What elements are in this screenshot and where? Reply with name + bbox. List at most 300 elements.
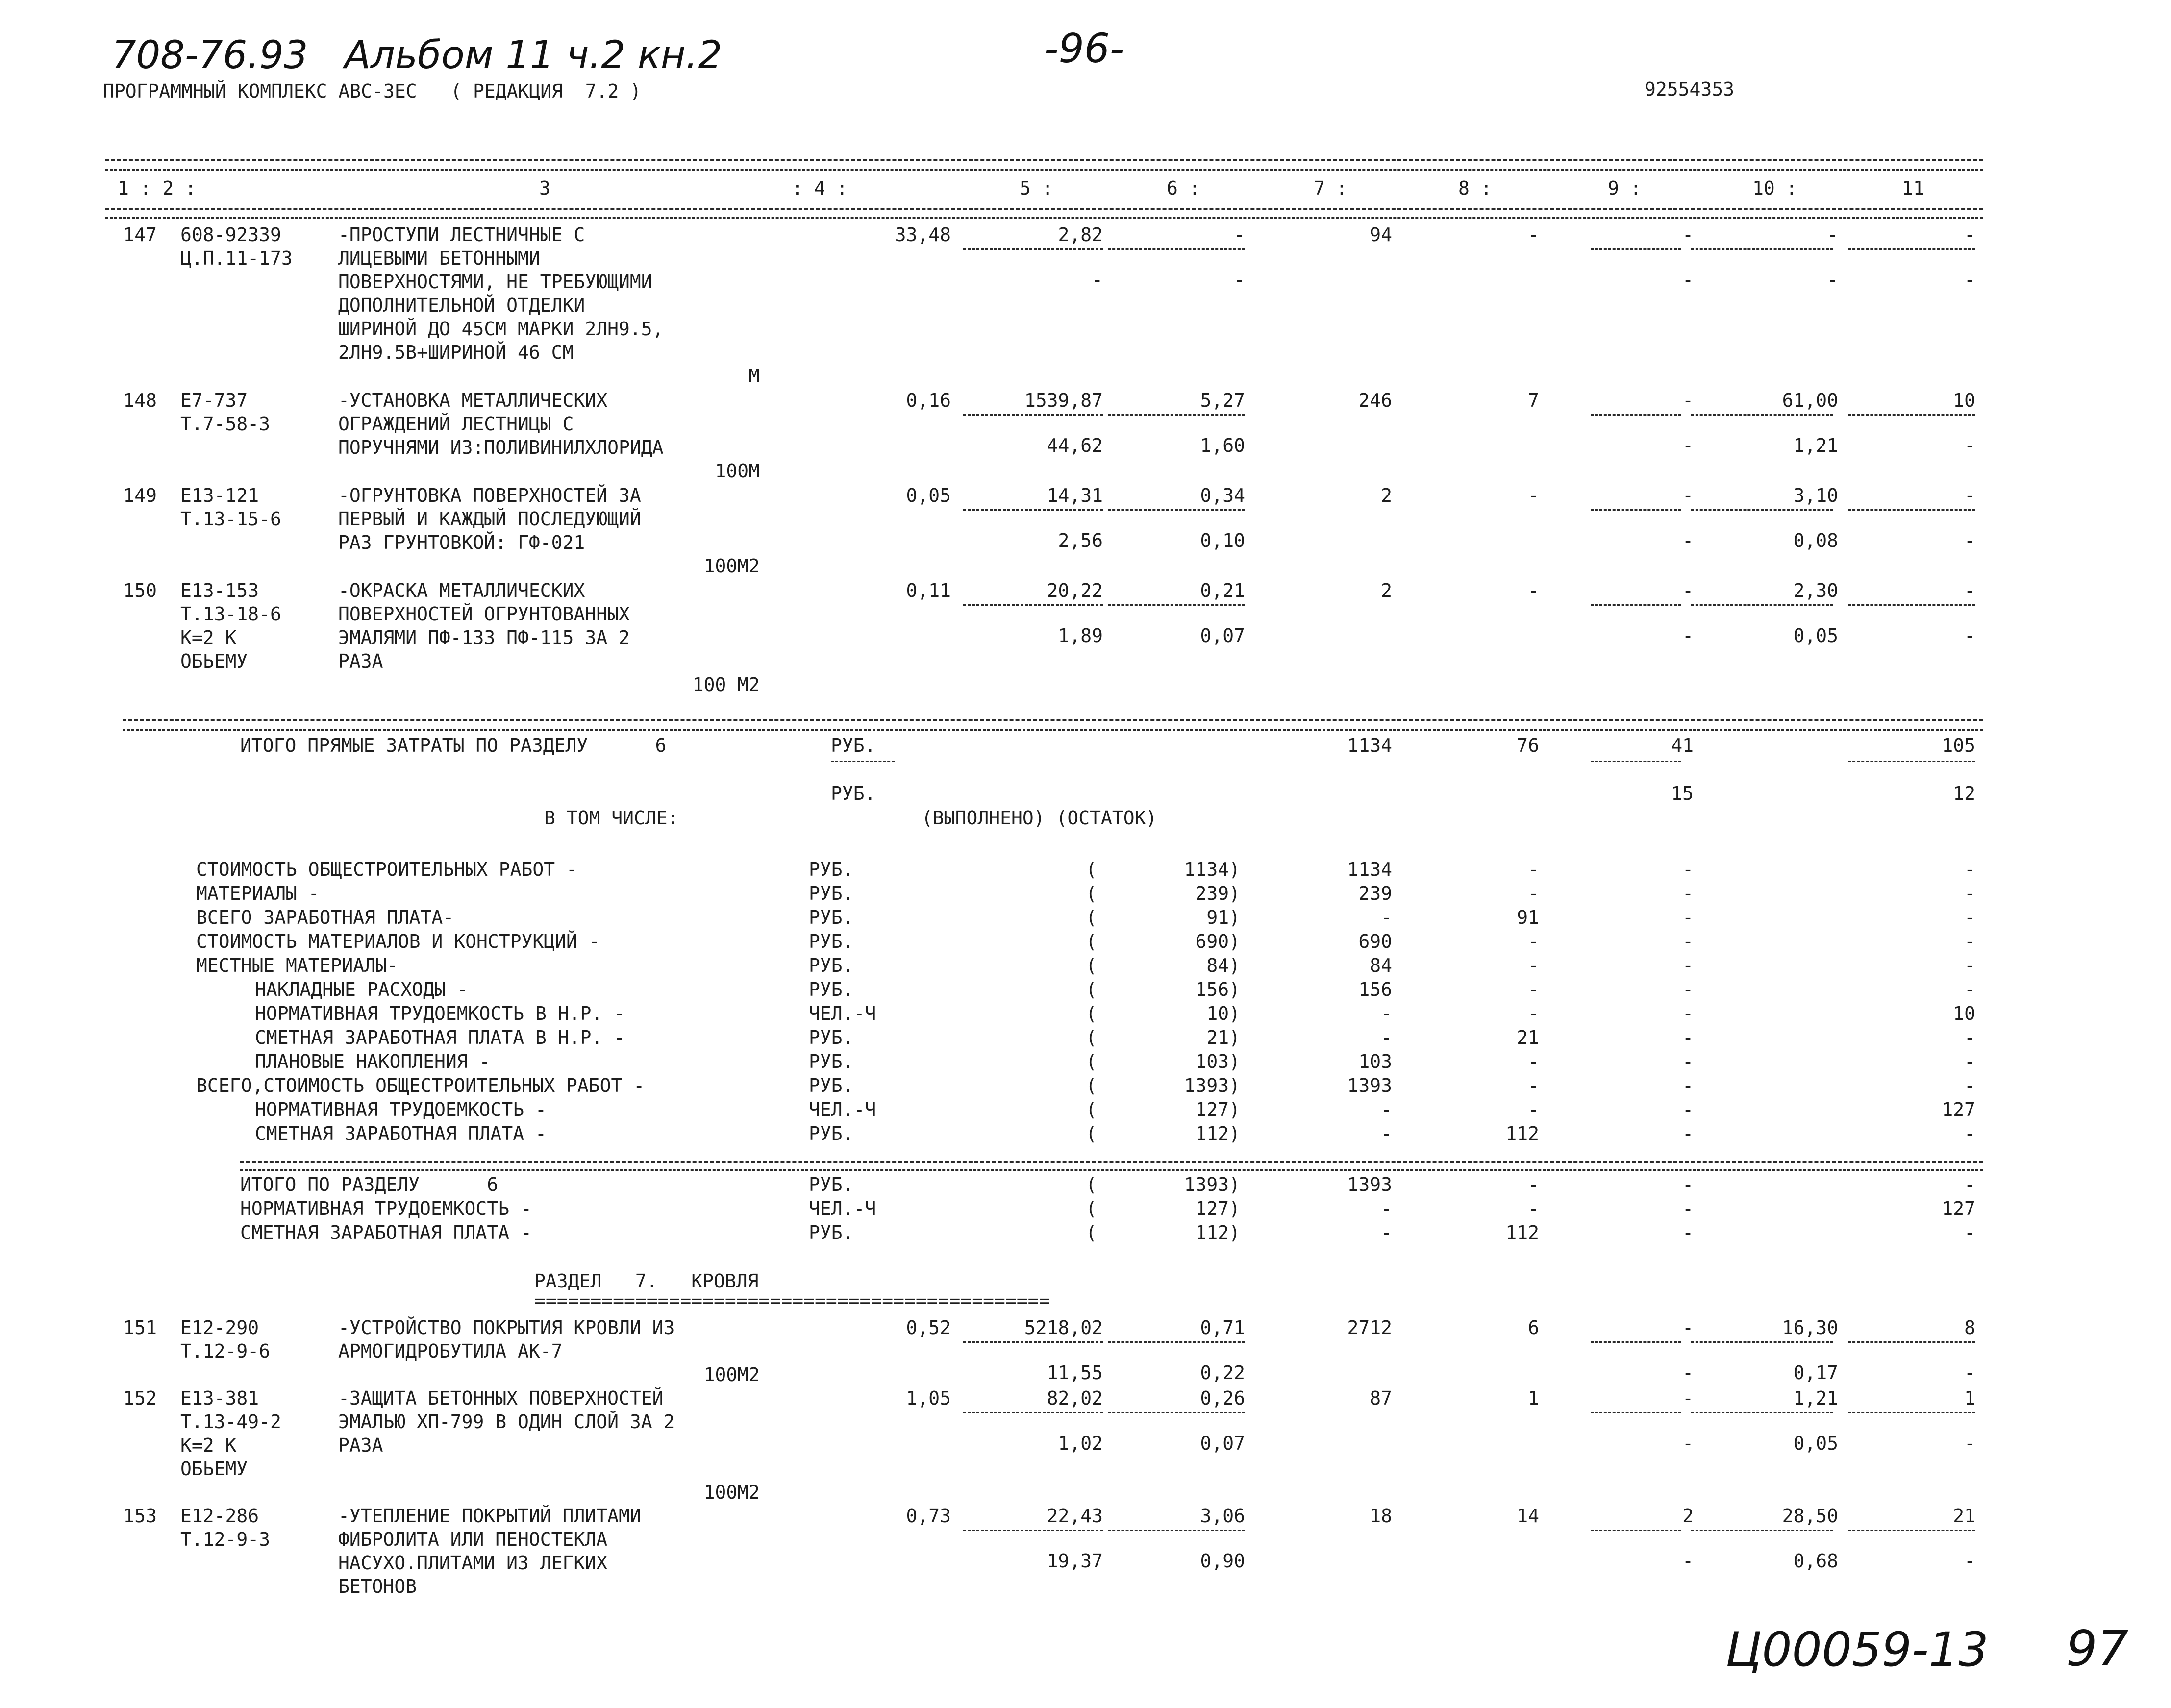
item-unit-labor: - <box>1234 224 1245 246</box>
breakdown-paren: ( <box>1086 1003 1097 1024</box>
breakdown-paren: ( <box>1086 931 1097 952</box>
item-description-line: ФИБРОЛИТА ИЛИ ПЕНОСТЕКЛА <box>338 1529 608 1550</box>
item-total-hours-sub: - <box>1964 269 1975 291</box>
cell-divider-c11 <box>1848 604 1975 606</box>
totals-machines: 41 <box>1671 735 1694 756</box>
breakdown-total-cost: - <box>1381 1027 1392 1048</box>
handwritten-page-number: -96- <box>1044 25 1124 72</box>
cell-divider-c6 <box>1108 604 1245 606</box>
item-unit-labor-sub: - <box>1234 269 1245 291</box>
item-total-labor: - <box>1528 224 1539 246</box>
breakdown-total-hours: - <box>1964 955 1975 976</box>
section-total-label: СМЕТНАЯ ЗАРАБОТНАЯ ПЛАТА - <box>240 1222 532 1243</box>
item-norm-hours-sub: 0,68 <box>1793 1550 1838 1572</box>
breakdown-paren: ( <box>1086 1075 1097 1096</box>
section-total-hours: - <box>1964 1222 1975 1243</box>
item-description-line: -ОГРУНТОВКА ПОВЕРХНОСТЕЙ ЗА <box>338 485 641 506</box>
breakdown-label: НАКЛАДНЫЕ РАСХОДЫ - <box>255 979 468 1000</box>
breakdown-remainder: 103) <box>1195 1051 1240 1072</box>
column-header-7: 7 : <box>1314 177 1348 199</box>
breakdown-remainder: 1393) <box>1184 1075 1240 1096</box>
item-total-cost: 246 <box>1358 390 1392 411</box>
breakdown-remainder: 10) <box>1206 1003 1240 1024</box>
item-code-line: Е13-381 <box>180 1387 259 1409</box>
item-total-cost: 2 <box>1381 485 1392 506</box>
breakdown-unit: РУБ. <box>809 859 854 880</box>
item-quantity: 33,48 <box>895 224 951 246</box>
breakdown-remainder: 91) <box>1206 907 1240 928</box>
breakdown-total-cost: 103 <box>1358 1051 1392 1072</box>
item-machines: - <box>1682 224 1694 246</box>
item-total-labor: 6 <box>1528 1317 1539 1338</box>
item-unit-cost-sub: 1,02 <box>1058 1433 1103 1454</box>
item-machines: - <box>1682 390 1694 411</box>
breakdown-total-hours: - <box>1964 979 1975 1000</box>
breakdown-total-labor: - <box>1528 979 1539 1000</box>
item-measure-unit: 100М2 <box>703 1482 760 1503</box>
totals-including-label: В ТОМ ЧИСЛЕ: <box>544 807 679 829</box>
breakdown-machines: - <box>1682 1075 1694 1096</box>
breakdown-total-labor: - <box>1528 1003 1539 1024</box>
item-machines: - <box>1682 485 1694 506</box>
breakdown-machines: - <box>1682 1123 1694 1144</box>
section-total-rule-1 <box>123 719 1983 721</box>
item-unit-labor-sub: 0,07 <box>1200 1433 1245 1454</box>
item-code-line: 608-92339 <box>180 224 281 246</box>
item-unit-cost-sub: 2,56 <box>1058 530 1103 551</box>
item-code-line: К=2 К <box>180 1435 237 1456</box>
breakdown-remainder: 690) <box>1195 931 1240 952</box>
item-unit-labor-sub: 0,10 <box>1200 530 1245 551</box>
breakdown-total-cost: 156 <box>1358 979 1392 1000</box>
item-machines-sub: - <box>1682 1550 1694 1572</box>
breakdown-unit: РУБ. <box>809 1075 854 1096</box>
breakdown-machines: - <box>1682 1003 1694 1024</box>
cell-divider-c9 <box>1591 1530 1681 1531</box>
section-total-hours: - <box>1964 1174 1975 1195</box>
item-description-line: ОГРАЖДЕНИЙ ЛЕСТНИЦЫ С <box>338 413 574 435</box>
cell-divider-c9 <box>1591 604 1681 606</box>
section-total-paren: ( <box>1086 1174 1097 1195</box>
header-rule-top-2 <box>105 169 1983 171</box>
item-code-line: Ц.П.11-173 <box>180 248 293 269</box>
breakdown-paren: ( <box>1086 1051 1097 1072</box>
item-code-line: К=2 К <box>180 627 237 648</box>
column-header-5: 5 : <box>1020 177 1053 199</box>
breakdown-unit: РУБ. <box>809 1027 854 1048</box>
breakdown-machines: - <box>1682 1027 1694 1048</box>
cell-divider-c10 <box>1691 604 1833 606</box>
totals-divider-11 <box>1848 761 1975 762</box>
section-total-labor: 112 <box>1505 1222 1539 1243</box>
item-total-hours-sub: - <box>1964 1362 1975 1384</box>
item-code-line: Е13-153 <box>180 580 259 601</box>
item-description-line: ЭМАЛЬЮ ХП-799 В ОДИН СЛОЙ ЗА 2 <box>338 1411 675 1433</box>
program-header: ПРОГРАММНЫЙ КОМПЛЕКС АВС-3ЕС ( РЕДАКЦИЯ 7.2 ) <box>103 80 642 102</box>
breakdown-remainder: 156) <box>1195 979 1240 1000</box>
item-total-hours: - <box>1964 224 1975 246</box>
item-description-line: РАЗА <box>338 1435 383 1456</box>
item-unit-cost: 14,31 <box>1047 485 1103 506</box>
section-total-label: ИТОГО ПО РАЗДЕЛУ 6 <box>240 1174 499 1195</box>
totals-machines-sub: 15 <box>1671 783 1694 804</box>
item-quantity: 0,05 <box>906 485 951 506</box>
section-total-machines: - <box>1682 1222 1694 1243</box>
header-rule-bottom-2 <box>105 217 1983 219</box>
cell-divider-c6 <box>1108 248 1245 250</box>
item-code-line: Е12-286 <box>180 1505 259 1527</box>
cell-divider-c10 <box>1691 414 1833 416</box>
section-total-cost: - <box>1381 1198 1392 1219</box>
item-measure-unit: М <box>749 365 760 387</box>
breakdown-remainder: 112) <box>1195 1123 1240 1144</box>
item-unit-labor-sub: 0,07 <box>1200 625 1245 646</box>
breakdown-remainder: 1134) <box>1184 859 1240 880</box>
cell-divider-c10 <box>1691 1530 1833 1531</box>
item-unit-cost: 20,22 <box>1047 580 1103 601</box>
cell-divider-c11 <box>1848 1530 1975 1531</box>
cell-divider-c10 <box>1691 248 1833 250</box>
totals-done-rest-header: (ВЫПОЛНЕНО) (ОСТАТОК) <box>922 807 1157 829</box>
breakdown-unit: ЧЕЛ.-Ч <box>809 1099 876 1120</box>
breakdown-total-labor: - <box>1528 1099 1539 1120</box>
breakdown-paren: ( <box>1086 859 1097 880</box>
item-machines-sub: - <box>1682 1362 1694 1384</box>
item-unit-cost: 1539,87 <box>1024 390 1103 411</box>
column-header-1-2: 1 : 2 : <box>118 177 197 199</box>
totals-total-labor: 76 <box>1517 735 1539 756</box>
item-unit-cost: 82,02 <box>1047 1387 1103 1409</box>
item-description-line: ПОВЕРХНОСТЯМИ, НЕ ТРЕБУЮЩИМИ <box>338 271 652 293</box>
item-total-hours: 1 <box>1964 1387 1975 1409</box>
breakdown-label: ВСЕГО,СТОИМОСТЬ ОБЩЕСТРОИТЕЛЬНЫХ РАБОТ - <box>196 1075 645 1096</box>
breakdown-label: НОРМАТИВНАЯ ТРУДОЕМКОСТЬ В Н.Р. - <box>255 1003 625 1024</box>
section-total-unit: РУБ. <box>809 1222 854 1243</box>
cell-divider-c9 <box>1591 1412 1681 1413</box>
cell-divider-c10 <box>1691 1412 1833 1413</box>
column-header-10: 10 : <box>1752 177 1797 199</box>
breakdown-total-cost: 239 <box>1358 883 1392 904</box>
item-total-labor: - <box>1528 485 1539 506</box>
document-number: 92554353 <box>1645 78 1735 100</box>
item-total-cost: 87 <box>1370 1387 1392 1409</box>
item-code-line: ОБЬЕМУ <box>180 650 248 672</box>
item-description-line: -ПРОСТУПИ ЛЕСТНИЧНЫЕ С <box>338 224 585 246</box>
section-totals-rule-2 <box>240 1169 1983 1171</box>
handwritten-document-code: Ц00059-13 <box>1725 1622 1989 1677</box>
breakdown-unit: РУБ. <box>809 907 854 928</box>
item-unit-cost: 2,82 <box>1058 224 1103 246</box>
item-total-cost: 2 <box>1381 580 1392 601</box>
item-norm-hours-sub: - <box>1827 269 1838 291</box>
section-total-paren: ( <box>1086 1198 1097 1219</box>
item-norm-hours: 1,21 <box>1793 1387 1838 1409</box>
section-total-machines: - <box>1682 1174 1694 1195</box>
item-description-line: НАСУХО.ПЛИТАМИ ИЗ ЛЕГКИХ <box>338 1552 608 1574</box>
item-quantity: 0,11 <box>906 580 951 601</box>
item-total-labor: 14 <box>1517 1505 1539 1527</box>
item-code-line: Т.7-58-3 <box>180 413 271 435</box>
cell-divider-c9 <box>1591 1341 1681 1343</box>
header-rule-bottom-1 <box>105 208 1983 210</box>
item-description-line: ШИРИНОЙ ДО 45СМ МАРКИ 2ЛН9.5, <box>338 318 664 340</box>
item-code-line: Е12-290 <box>180 1317 259 1338</box>
item-unit-labor-sub: 0,22 <box>1200 1362 1245 1384</box>
breakdown-paren: ( <box>1086 955 1097 976</box>
column-header-8: 8 : <box>1458 177 1492 199</box>
breakdown-remainder: 127) <box>1195 1099 1240 1120</box>
item-description-line: БЕТОНОВ <box>338 1576 417 1597</box>
section-total-remainder: 127) <box>1195 1198 1240 1219</box>
item-total-hours-sub: - <box>1964 1433 1975 1454</box>
breakdown-total-cost: 690 <box>1358 931 1392 952</box>
breakdown-total-hours: - <box>1964 1075 1975 1096</box>
item-unit-cost-sub: 11,55 <box>1047 1362 1103 1384</box>
item-number: 148 <box>123 390 157 411</box>
cell-divider-c5 <box>963 1341 1103 1343</box>
breakdown-total-labor: - <box>1528 1051 1539 1072</box>
item-machines: - <box>1682 1317 1694 1338</box>
section-total-cost: - <box>1381 1222 1392 1243</box>
breakdown-total-cost: - <box>1381 1003 1392 1024</box>
cell-divider-c9 <box>1591 248 1681 250</box>
breakdown-total-labor: - <box>1528 859 1539 880</box>
handwritten-album-note: 708-76.93 Альбом 11 ч.2 кн.2 <box>112 33 723 77</box>
breakdown-total-hours: - <box>1964 859 1975 880</box>
item-measure-unit: 100М2 <box>703 555 760 577</box>
item-measure-unit: 100М <box>715 460 760 482</box>
breakdown-machines: - <box>1682 931 1694 952</box>
item-description-line: -УСТАНОВКА МЕТАЛЛИЧЕСКИХ <box>338 390 608 411</box>
item-unit-labor: 5,27 <box>1200 390 1245 411</box>
breakdown-remainder: 84) <box>1206 955 1240 976</box>
item-unit-cost: 5218,02 <box>1024 1317 1103 1338</box>
cell-divider-c6 <box>1108 414 1245 416</box>
cell-divider-c9 <box>1591 509 1681 511</box>
breakdown-paren: ( <box>1086 1027 1097 1048</box>
item-code-line: Т.13-15-6 <box>180 508 281 530</box>
item-norm-hours-sub: 0,17 <box>1793 1362 1838 1384</box>
item-number: 150 <box>123 580 157 601</box>
item-total-labor: 7 <box>1528 390 1539 411</box>
totals-divider-9 <box>1591 761 1681 762</box>
breakdown-total-labor: 21 <box>1517 1027 1539 1048</box>
item-norm-hours-sub: 0,08 <box>1793 530 1838 551</box>
column-header-11: 11 <box>1902 177 1924 199</box>
header-rule-top-1 <box>105 159 1983 161</box>
item-number: 153 <box>123 1505 157 1527</box>
item-total-hours: 21 <box>1953 1505 1975 1527</box>
item-total-cost: 18 <box>1370 1505 1392 1527</box>
breakdown-unit: РУБ. <box>809 883 854 904</box>
item-description-line: РАЗА <box>338 650 383 672</box>
cell-divider-c6 <box>1108 1530 1245 1531</box>
item-machines-sub: - <box>1682 269 1694 291</box>
item-unit-labor: 0,71 <box>1200 1317 1245 1338</box>
cell-divider-c10 <box>1691 509 1833 511</box>
item-code-line: Е13-121 <box>180 485 259 506</box>
item-norm-hours-sub: 0,05 <box>1793 1433 1838 1454</box>
breakdown-paren: ( <box>1086 883 1097 904</box>
item-description-line: ЛИЦЕВЫМИ БЕТОННЫМИ <box>338 248 540 269</box>
item-description-line: ДОПОЛНИТЕЛЬНОЙ ОТДЕЛКИ <box>338 295 585 316</box>
item-description-line: 2ЛН9.5В+ШИРИНОЙ 46 СМ <box>338 342 574 363</box>
item-code-line: ОБЬЕМУ <box>180 1458 248 1480</box>
item-norm-hours: 16,30 <box>1782 1317 1838 1338</box>
item-unit-labor: 3,06 <box>1200 1505 1245 1527</box>
item-machines: 2 <box>1682 1505 1694 1527</box>
item-total-hours-sub: - <box>1964 625 1975 646</box>
item-description-line: -ЗАЩИТА БЕТОННЫХ ПОВЕРХНОСТЕЙ <box>338 1387 664 1409</box>
breakdown-unit: РУБ. <box>809 979 854 1000</box>
section-7-title: РАЗДЕЛ 7. КРОВЛЯ <box>534 1270 759 1292</box>
section-total-labor: - <box>1528 1198 1539 1219</box>
column-header-4: : 4 : <box>792 177 848 199</box>
item-norm-hours: 3,10 <box>1793 485 1838 506</box>
item-total-hours-sub: - <box>1964 1550 1975 1572</box>
item-total-labor: 1 <box>1528 1387 1539 1409</box>
item-description-line: -ОКРАСКА МЕТАЛЛИЧЕСКИХ <box>338 580 585 601</box>
cell-divider-c9 <box>1591 414 1681 416</box>
handwritten-sheet-number: 97 <box>2066 1620 2129 1677</box>
section-7-underline: ============================================== <box>534 1290 1050 1312</box>
breakdown-label: СМЕТНАЯ ЗАРАБОТНАЯ ПЛАТА - <box>255 1123 547 1144</box>
item-unit-cost-sub: 19,37 <box>1047 1550 1103 1572</box>
breakdown-paren: ( <box>1086 1123 1097 1144</box>
item-norm-hours: 61,00 <box>1782 390 1838 411</box>
breakdown-total-cost: - <box>1381 1123 1392 1144</box>
item-description-line: РАЗ ГРУНТОВКОЙ: ГФ-021 <box>338 532 585 553</box>
breakdown-total-labor: - <box>1528 931 1539 952</box>
cell-divider-c11 <box>1848 509 1975 511</box>
breakdown-total-hours: - <box>1964 1051 1975 1072</box>
breakdown-total-hours: 10 <box>1953 1003 1975 1024</box>
totals-direct-costs-label: ИТОГО ПРЯМЫЕ ЗАТРАТЫ ПО РАЗДЕЛУ 6 <box>240 735 667 756</box>
breakdown-unit: ЧЕЛ.-Ч <box>809 1003 876 1024</box>
breakdown-label: ПЛАНОВЫЕ НАКОПЛЕНИЯ - <box>255 1051 491 1072</box>
breakdown-label: НОРМАТИВНАЯ ТРУДОЕМКОСТЬ - <box>255 1099 547 1120</box>
breakdown-total-hours: 127 <box>1942 1099 1975 1120</box>
totals-total-hours-sub: 12 <box>1953 783 1975 804</box>
section-total-unit: РУБ. <box>809 1174 854 1195</box>
item-code-line: Е7-737 <box>180 390 248 411</box>
cell-divider-c5 <box>963 248 1103 250</box>
section-total-unit: ЧЕЛ.-Ч <box>809 1198 876 1219</box>
item-norm-hours: 28,50 <box>1782 1505 1838 1527</box>
breakdown-machines: - <box>1682 1051 1694 1072</box>
breakdown-total-hours: - <box>1964 1027 1975 1048</box>
item-quantity: 0,52 <box>906 1317 951 1338</box>
item-number: 151 <box>123 1317 157 1338</box>
breakdown-total-labor: 91 <box>1517 907 1539 928</box>
item-unit-cost: 22,43 <box>1047 1505 1103 1527</box>
item-machines-sub: - <box>1682 435 1694 456</box>
item-quantity: 0,73 <box>906 1505 951 1527</box>
breakdown-total-hours: - <box>1964 907 1975 928</box>
totals-unit-2: РУБ. <box>831 783 876 804</box>
breakdown-label: СТОИМОСТЬ ОБЩЕСТРОИТЕЛЬНЫХ РАБОТ - <box>196 859 577 880</box>
item-total-labor: - <box>1528 580 1539 601</box>
breakdown-total-cost: 1393 <box>1347 1075 1392 1096</box>
item-machines: - <box>1682 580 1694 601</box>
item-measure-unit: 100М2 <box>703 1364 760 1386</box>
totals-unit-1: РУБ. <box>831 735 876 756</box>
item-unit-labor-sub: 0,90 <box>1200 1550 1245 1572</box>
item-description-line: ЭМАЛЯМИ ПФ-133 ПФ-115 ЗА 2 <box>338 627 630 648</box>
breakdown-label: МАТЕРИАЛЫ - <box>196 883 320 904</box>
breakdown-unit: РУБ. <box>809 1123 854 1144</box>
item-unit-cost-sub: 44,62 <box>1047 435 1103 456</box>
breakdown-total-labor: - <box>1528 955 1539 976</box>
breakdown-unit: РУБ. <box>809 931 854 952</box>
cell-divider-c5 <box>963 414 1103 416</box>
breakdown-machines: - <box>1682 883 1694 904</box>
item-unit-labor-sub: 1,60 <box>1200 435 1245 456</box>
item-number: 152 <box>123 1387 157 1409</box>
breakdown-remainder: 21) <box>1206 1027 1240 1048</box>
item-quantity: 0,16 <box>906 390 951 411</box>
item-description-line: -УСТРОЙСТВО ПОКРЫТИЯ КРОВЛИ ИЗ <box>338 1317 675 1338</box>
item-norm-hours-sub: 1,21 <box>1793 435 1838 456</box>
breakdown-total-hours: - <box>1964 1123 1975 1144</box>
item-total-hours: - <box>1964 485 1975 506</box>
breakdown-total-hours: - <box>1964 883 1975 904</box>
breakdown-label: СМЕТНАЯ ЗАРАБОТНАЯ ПЛАТА В Н.Р. - <box>255 1027 625 1048</box>
item-code-line: Т.12-9-3 <box>180 1529 271 1550</box>
item-description-line: АРМОГИДРОБУТИЛА АК-7 <box>338 1340 563 1362</box>
item-total-hours: 10 <box>1953 390 1975 411</box>
totals-total-cost: 1134 <box>1347 735 1392 756</box>
breakdown-total-cost: 84 <box>1370 955 1392 976</box>
cell-divider-c6 <box>1108 1412 1245 1413</box>
cell-divider-c11 <box>1848 248 1975 250</box>
item-measure-unit: 100 М2 <box>692 674 760 695</box>
breakdown-paren: ( <box>1086 979 1097 1000</box>
cell-divider-c10 <box>1691 1341 1833 1343</box>
totals-total-hours: 105 <box>1942 735 1975 756</box>
item-quantity: 1,05 <box>906 1387 951 1409</box>
breakdown-total-cost: - <box>1381 1099 1392 1120</box>
cell-divider-c6 <box>1108 1341 1245 1343</box>
section-total-labor: - <box>1528 1174 1539 1195</box>
section-total-machines: - <box>1682 1198 1694 1219</box>
section-total-remainder: 1393) <box>1184 1174 1240 1195</box>
section-total-cost: 1393 <box>1347 1174 1392 1195</box>
cell-divider-c5 <box>963 1530 1103 1531</box>
cell-divider-c11 <box>1848 1341 1975 1343</box>
breakdown-machines: - <box>1682 1099 1694 1120</box>
item-machines: - <box>1682 1387 1694 1409</box>
item-total-hours-sub: - <box>1964 435 1975 456</box>
breakdown-total-labor: 112 <box>1505 1123 1539 1144</box>
breakdown-label: ВСЕГО ЗАРАБОТНАЯ ПЛАТА- <box>196 907 454 928</box>
item-number: 147 <box>123 224 157 246</box>
column-header-3: 3 <box>539 177 550 199</box>
section-total-label: НОРМАТИВНАЯ ТРУДОЕМКОСТЬ - <box>240 1198 532 1219</box>
item-norm-hours: - <box>1827 224 1838 246</box>
item-description-line: ПОВЕРХНОСТЕЙ ОГРУНТОВАННЫХ <box>338 603 630 625</box>
item-machines-sub: - <box>1682 1433 1694 1454</box>
breakdown-unit: РУБ. <box>809 1051 854 1072</box>
breakdown-label: СТОИМОСТЬ МАТЕРИАЛОВ И КОНСТРУКЦИЙ - <box>196 931 600 952</box>
item-norm-hours-sub: 0,05 <box>1793 625 1838 646</box>
section-total-rule-2 <box>123 729 1983 731</box>
cell-divider-c11 <box>1848 414 1975 416</box>
item-code-line: Т.13-18-6 <box>180 603 281 625</box>
breakdown-paren: ( <box>1086 907 1097 928</box>
item-unit-labor: 0,21 <box>1200 580 1245 601</box>
item-machines-sub: - <box>1682 530 1694 551</box>
